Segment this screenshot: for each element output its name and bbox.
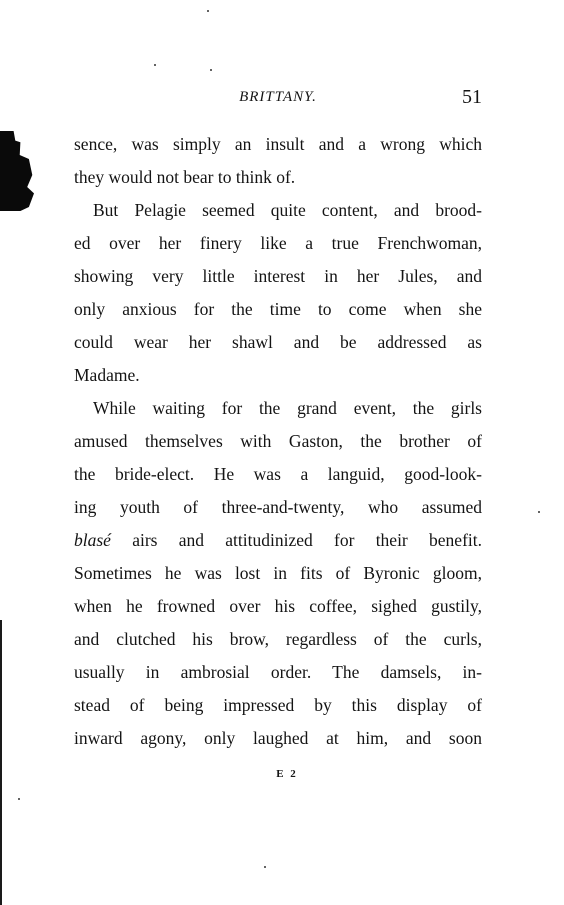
signature-mark: E 2: [276, 768, 298, 780]
text-run: could wear her shawl and be addressed as: [74, 332, 482, 352]
text-run: inward agony, only laughed at him, and soon: [74, 728, 482, 748]
text-run: only anxious for the time to come when she: [74, 299, 482, 319]
text-line: [74, 623, 482, 656]
text-run: Sometimes he was lost in fits of Byronic gloom,: [74, 563, 482, 583]
text-run: usually in ambrosial order. The damsels, in-: [74, 662, 482, 682]
text-run: ing youth of three-and-twenty, who assumed: [74, 497, 482, 517]
speck: [210, 69, 212, 71]
text-line: [74, 590, 482, 623]
text-line: [74, 161, 482, 194]
text-run: Madame.: [74, 365, 140, 385]
page-edge-mark: [0, 131, 34, 211]
text-run: showing very little interest in her Jules, and: [74, 266, 482, 286]
text-line: [74, 293, 482, 326]
text-line: [74, 359, 482, 392]
text-run: stead of being impressed by this display of: [74, 695, 482, 715]
speck: [154, 64, 156, 66]
body-text: [74, 128, 482, 755]
speck: [538, 511, 540, 513]
text-line: [74, 194, 482, 227]
running-title: BRITTANY.: [239, 89, 317, 105]
text-line: [74, 260, 482, 293]
italic-word: blasé: [74, 530, 111, 550]
text-line: [74, 722, 482, 755]
text-line: [74, 491, 482, 524]
text-run: the bride-elect. He was a languid, good-look-: [74, 464, 482, 484]
running-head: [74, 86, 482, 110]
text-line: [74, 557, 482, 590]
text-run: amused themselves with Gaston, the brother of: [74, 431, 482, 451]
text-line: [74, 458, 482, 491]
text-line: [74, 392, 482, 425]
text-line: [74, 128, 482, 161]
text-line: [74, 326, 482, 359]
speck: [18, 798, 20, 800]
text-run: While waiting for the grand event, the girls: [93, 398, 482, 418]
text-run: and clutched his brow, regardless of the curls,: [74, 629, 482, 649]
text-line: [74, 656, 482, 689]
text-run: they would not bear to think of.: [74, 167, 296, 187]
text-run: airs and attitudinized for their benefit.: [110, 530, 482, 550]
text-line: [74, 689, 482, 722]
text-run: when he frowned over his coffee, sighed gustily,: [74, 596, 482, 616]
text-run: sence, was simply an insult and a wrong which: [74, 134, 482, 154]
speck: [207, 10, 209, 12]
text-line: [74, 524, 482, 557]
speck: [264, 866, 266, 868]
page-edge-rule: [0, 620, 2, 905]
page-number: 51: [462, 86, 482, 108]
text-run: ed over her finery like a true Frenchwoman,: [74, 233, 482, 253]
text-line: [74, 227, 482, 260]
text-run: But Pelagie seemed quite content, and brood-: [93, 200, 482, 220]
text-line: [74, 425, 482, 458]
